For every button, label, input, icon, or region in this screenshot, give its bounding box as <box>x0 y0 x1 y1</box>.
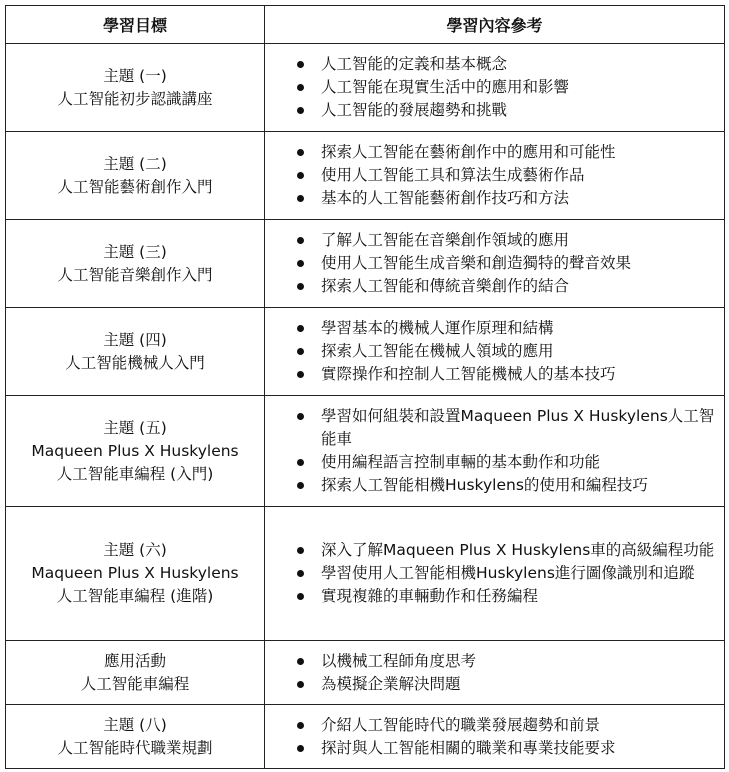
content-cell <box>265 641 725 705</box>
curriculum-table <box>5 5 725 769</box>
goal-topic-label: 主題 (五) <box>103 418 167 437</box>
content-item: 以機械工程師角度思考 <box>295 650 718 673</box>
goal-topic-title: 人工智能車編程 (入門) <box>56 464 214 483</box>
header-learning-content: 學習內容參考 <box>265 6 725 44</box>
content-item: 探索人工智能在機械人領域的應用 <box>295 340 718 363</box>
goal-product-name: Maqueen Plus X Huskylens <box>31 564 239 582</box>
content-cell <box>265 44 725 132</box>
content-item: 為模擬企業解決問題 <box>295 673 718 696</box>
content-cell <box>265 396 725 507</box>
content-item: 探索人工智能在藝術創作中的應用和可能性 <box>295 141 718 164</box>
goal-cell <box>6 396 265 507</box>
goal-topic-label: 主題 (一) <box>103 66 167 85</box>
content-item: 實際操作和控制人工智能機械人的基本技巧 <box>295 363 718 386</box>
goal-topic-title: 人工智能時代職業規劃 <box>57 738 213 757</box>
content-item: 探討與人工智能相關的職業和專業技能要求 <box>295 737 718 760</box>
content-item: 探索人工智能相機Huskylens的使用和編程技巧 <box>295 474 718 497</box>
table-row <box>6 220 725 308</box>
table-row <box>6 396 725 507</box>
content-cell <box>265 132 725 220</box>
content-item: 了解人工智能在音樂創作領域的應用 <box>295 229 718 252</box>
goal-cell <box>6 705 265 769</box>
content-item: 實現複雜的車輛動作和任務編程 <box>295 585 718 608</box>
content-list <box>265 53 718 122</box>
content-cell <box>265 308 725 396</box>
goal-cell <box>6 308 265 396</box>
goal-topic-title: 人工智能車編程 (進階) <box>56 587 214 605</box>
goal-topic-label: 主題 (六) <box>103 541 167 559</box>
content-cell <box>265 507 725 641</box>
content-list <box>265 141 718 210</box>
content-list <box>265 539 718 608</box>
content-item: 探索人工智能和傳統音樂創作的結合 <box>295 275 718 298</box>
goal-cell <box>6 44 265 132</box>
table-header-row <box>6 6 725 44</box>
goal-cell <box>6 132 265 220</box>
goal-topic-label: 主題 (四) <box>103 330 167 349</box>
table-row <box>6 308 725 396</box>
table-row <box>6 44 725 132</box>
goal-cell <box>6 220 265 308</box>
goal-topic-label: 主題 (八) <box>103 715 167 734</box>
content-item: 基本的人工智能藝術創作技巧和方法 <box>295 187 718 210</box>
content-list <box>265 405 718 497</box>
content-item: 人工智能的定義和基本概念 <box>295 53 718 76</box>
content-item: 學習如何組裝和設置Maqueen Plus X Huskylens人工智能車 <box>295 405 718 451</box>
content-list <box>265 229 718 298</box>
goal-topic-label: 主題 (三) <box>103 242 167 261</box>
goal-topic-title: 人工智能音樂創作入門 <box>57 265 213 284</box>
goal-topic-title: 人工智能藝術創作入門 <box>57 177 213 196</box>
goal-cell <box>6 641 265 705</box>
goal-product-name: Maqueen Plus X Huskylens <box>31 441 239 460</box>
goal-topic-label: 主題 (二) <box>103 154 167 173</box>
goal-topic-title: 人工智能車編程 <box>80 674 190 693</box>
content-cell <box>265 705 725 769</box>
table-row <box>6 132 725 220</box>
content-item: 深入了解Maqueen Plus X Huskylens車的高級編程功能 <box>295 539 718 562</box>
content-item: 使用人工智能生成音樂和創造獨特的聲音效果 <box>295 252 718 275</box>
content-item: 人工智能在現實生活中的應用和影響 <box>295 76 718 99</box>
goal-topic-title: 人工智能初步認識講座 <box>57 89 213 108</box>
content-item: 學習使用人工智能相機Huskylens進行圖像識別和追蹤 <box>295 562 718 585</box>
goal-topic-title: 人工智能機械人入門 <box>65 353 205 372</box>
content-item: 使用人工智能工具和算法生成藝術作品 <box>295 164 718 187</box>
content-list <box>265 317 718 386</box>
header-learning-goal: 學習目標 <box>6 6 265 44</box>
table-row <box>6 705 725 769</box>
table-row <box>6 641 725 705</box>
goal-cell <box>6 507 265 641</box>
goal-topic-label: 應用活動 <box>103 651 166 670</box>
content-item: 介紹人工智能時代的職業發展趨勢和前景 <box>295 714 718 737</box>
content-cell <box>265 220 725 308</box>
content-list <box>265 650 718 696</box>
content-item: 使用編程語言控制車輛的基本動作和功能 <box>295 451 718 474</box>
table-row <box>6 507 725 641</box>
content-list <box>265 714 718 760</box>
content-item: 人工智能的發展趨勢和挑戰 <box>295 99 718 122</box>
content-item: 學習基本的機械人運作原理和結構 <box>295 317 718 340</box>
